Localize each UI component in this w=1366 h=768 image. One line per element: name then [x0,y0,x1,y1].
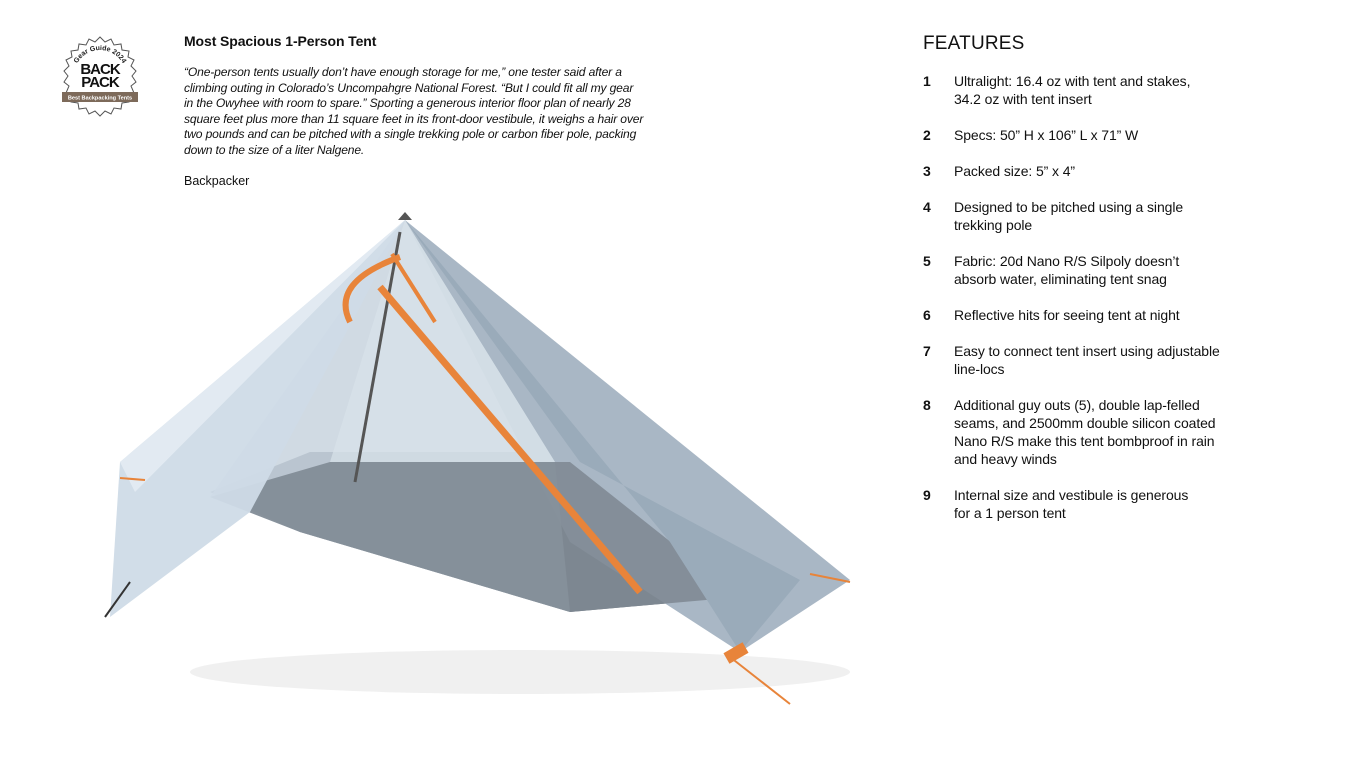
feature-item [923,306,1323,324]
feature-number: 2 [923,127,931,143]
feature-text: Packed size: 5” x 4” [954,163,1075,179]
feature-text: Easy to connect tent insert using adjustable line-locs [954,343,1220,377]
feature-item [923,396,1323,468]
feature-number: 8 [923,397,931,413]
feature-number: 9 [923,487,931,503]
feature-text: Specs: 50” H x 106” L x 71” W [954,127,1139,143]
feature-number: 7 [923,343,931,359]
feature-item [923,486,1323,522]
feature-number: 1 [923,73,931,89]
feature-text: Reflective hits for seeing tent at night [954,307,1180,323]
feature-item [923,252,1323,288]
feature-text: Fabric: 20d Nano R/S Silpoly doesn’t absorb water, eliminating tent snag [954,253,1180,287]
review-quote: “One-person tents usually don’t have enough storage for me,” one tester said after a climbing outing in Colorado’s Uncompahgre National Forest. “But I could fit all my gear in the Owyhee with room to spare.” Sporting a generous interior floor plan of nearly 28 square feet plus more than 11 square feet in its front-door vestibule, it weighs a hair over two pounds and can be pitched with a single trekking pole or carbon fiber pole, packing down to the size of a liter Nalgene. [184,65,644,157]
feature-item [923,126,1323,144]
review-title: Most Spacious 1-Person Tent [184,33,377,49]
feature-item [923,72,1323,108]
feature-item [923,162,1323,180]
feature-text: Designed to be pitched using a single trekking pole [954,199,1184,233]
badge-logo-line1: BACK [80,61,120,78]
review-source: Backpacker [184,173,250,188]
feature-text: Internal size and vestibule is generous for a 1 person tent [954,487,1189,521]
badge-logo-line2: PACK [81,74,119,91]
badge-ribbon-text: Best Backpacking Tents [67,95,133,102]
feature-number: 3 [923,163,931,179]
features-heading: FEATURES [923,33,1025,54]
features-panel [923,33,1323,540]
feature-number: 5 [923,253,931,269]
feature-text: Ultralight: 16.4 oz with tent and stakes, 34.2 oz with tent insert [954,73,1191,107]
feature-text: Additional guy outs (5), double lap-felled seams, and 2500mm double silicon coated Nano R/S make this tent bombproof in rain and heavy winds [954,397,1216,467]
feature-number: 6 [923,307,931,323]
award-seal-icon [56,36,144,124]
features-list [923,72,1323,522]
review-block [184,33,644,188]
tent-illustration [100,212,860,712]
feature-item [923,342,1323,378]
feature-number: 4 [923,199,931,215]
feature-item [923,198,1323,234]
badge-arc-text: Gear Guide 2024 [72,44,128,65]
